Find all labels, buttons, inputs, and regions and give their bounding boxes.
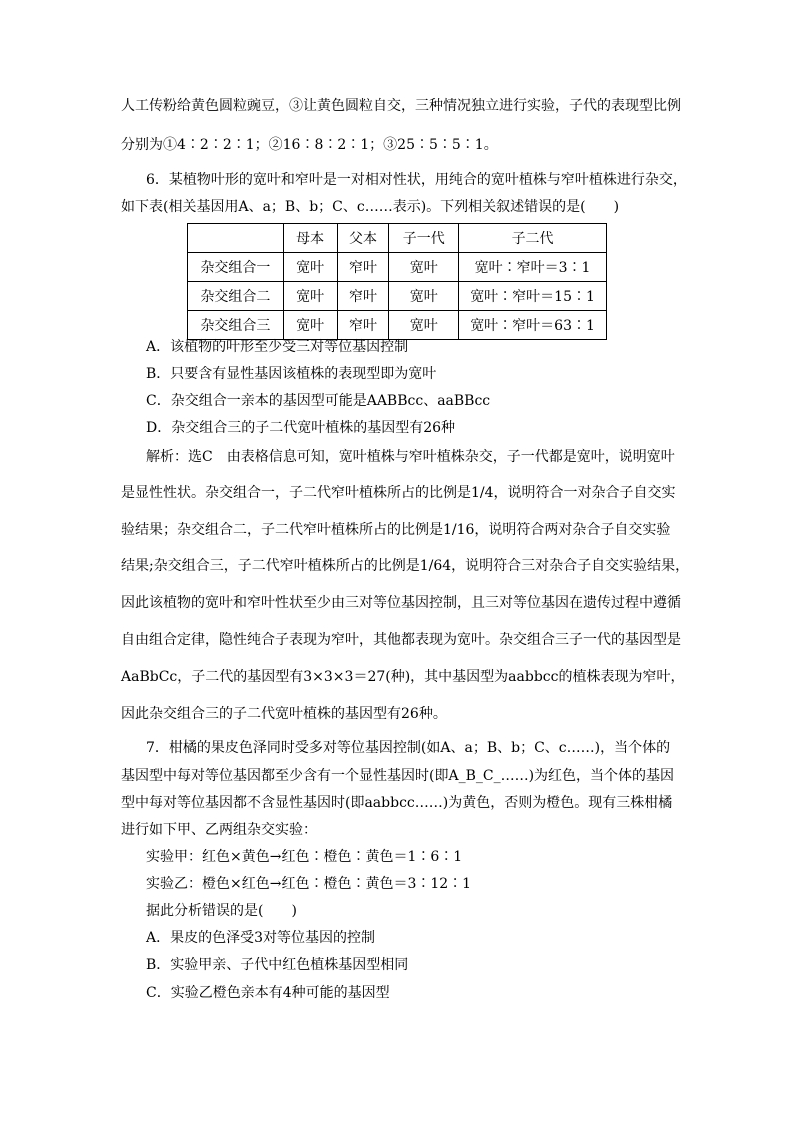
- q6-option-a: A．该植物的叶形至少受三对等位基因控制: [146, 339, 409, 355]
- q7-experiment-2: 实验乙：橙色×红色→红色∶橙色∶黄色＝3∶12∶1: [146, 876, 472, 892]
- analysis-line: AaBbCc，子二代的基因型有3×3×3＝27(种)，其中基因型为aabbcc的植株表现为窄叶，: [121, 669, 685, 685]
- intro-line-1: 人工传粉给黄色圆粒豌豆，③让黄色圆粒自交，三种情况独立进行实验，子代的表现型比例: [121, 98, 681, 114]
- intro-line-2: 分别为①4∶2∶2∶1；②16∶8∶2∶1；③25∶5∶5∶1。: [121, 137, 498, 153]
- q6-cross-table: [187, 223, 607, 340]
- analysis-line: 结果;杂交组合三，子二代窄叶植株所占的比例是1/64，说明符合三对杂合子自交实验结果，: [121, 558, 690, 574]
- q7-stem-line: 进行如下甲、乙两组杂交实验：: [121, 822, 317, 838]
- table-cell: 杂交组合二: [188, 282, 284, 311]
- analysis-line: 是显性性状。杂交组合一，子二代窄叶植株所占的比例是1/4，说明符合一对杂合子自交实: [121, 485, 676, 501]
- q7-stem-line: 7．柑橘的果皮色泽同时受多对等位基因控制(如A、a；B、b；C、c……)，当个体的: [146, 740, 671, 756]
- q7-option-a: A．果皮的色泽受3对等位基因的控制: [146, 930, 376, 946]
- table-row: [188, 253, 607, 282]
- q7-option-b: B．实验甲亲、子代中红色植株基因型相同: [146, 957, 409, 973]
- table-cell: 宽叶: [283, 282, 337, 311]
- analysis-line: 验结果；杂交组合二，子二代窄叶植株所占的比例是1/16，说明符合两对杂合子自交实验: [121, 522, 671, 538]
- analysis-line: 因此杂交组合三的子二代宽叶植株的基因型有26种。: [121, 706, 447, 722]
- table-cell: 杂交组合一: [188, 253, 284, 282]
- q7-stem-line: 型中每对等位基因都不含显性基因时(即aabbcc……)为黄色，否则为橙色。现有三株柑橘: [121, 795, 673, 811]
- table-header-cell: [188, 224, 284, 253]
- table-cell: 宽叶: [389, 282, 459, 311]
- table-header-cell: 父本: [337, 224, 389, 253]
- table-row: [188, 311, 607, 340]
- table-cell: 窄叶: [337, 311, 389, 340]
- q7-stem-line: 基因型中每对等位基因都至少含有一个显性基因时(即A_B_C_……)为红色，当个体的基因: [121, 768, 675, 784]
- q6-stem-1: 6．某植物叶形的宽叶和窄叶是一对相对性状，用纯合的宽叶植株与窄叶植株进行杂交，: [146, 172, 687, 188]
- table-cell: 宽叶: [283, 311, 337, 340]
- q7-question: 据此分析错误的是( ): [146, 903, 297, 919]
- q6-option-d: D．杂交组合三的子二代宽叶植株的基因型有26种: [146, 420, 456, 436]
- table-cell: 窄叶: [337, 253, 389, 282]
- table-cell: 宽叶: [389, 253, 459, 282]
- q6-option-b: B．只要含有显性基因该植株的表现型即为宽叶: [146, 366, 437, 382]
- table-header-cell: 子二代: [459, 224, 607, 253]
- table-row: [188, 282, 607, 311]
- table-cell: 宽叶: [389, 311, 459, 340]
- q7-option-c: C．实验乙橙色亲本有4种可能的基因型: [146, 985, 390, 1001]
- table-cell: 杂交组合三: [188, 311, 284, 340]
- table-header-cell: 子一代: [389, 224, 459, 253]
- table-cell: 宽叶∶窄叶＝63∶1: [459, 311, 607, 340]
- table-header-cell: 母本: [283, 224, 337, 253]
- q6-stem-2: 如下表(相关基因用A、a；B、b；C、c……表示)。下列相关叙述错误的是( ): [121, 199, 620, 215]
- table-cell: 窄叶: [337, 282, 389, 311]
- table-header-row: [188, 224, 607, 253]
- q7-experiment-1: 实验甲：红色×黄色→红色∶橙色∶黄色＝1∶6∶1: [146, 849, 463, 865]
- table-cell: 宽叶∶窄叶＝3∶1: [459, 253, 607, 282]
- analysis-line: 自由组合定律，隐性纯合子表现为窄叶，其他都表现为宽叶。杂交组合三子一代的基因型是: [121, 632, 681, 648]
- analysis-line: 解析：选C 由表格信息可知，宽叶植株与窄叶植株杂交，子一代都是宽叶，说明宽叶: [146, 449, 675, 465]
- analysis-line: 因此该植物的宽叶和窄叶性状至少由三对等位基因控制，且三对等位基因在遗传过程中遵循: [121, 595, 681, 611]
- q6-option-c: C．杂交组合一亲本的基因型可能是AABBcc、aaBBcc: [146, 393, 491, 409]
- table-cell: 宽叶: [283, 253, 337, 282]
- table-cell: 宽叶∶窄叶＝15∶1: [459, 282, 607, 311]
